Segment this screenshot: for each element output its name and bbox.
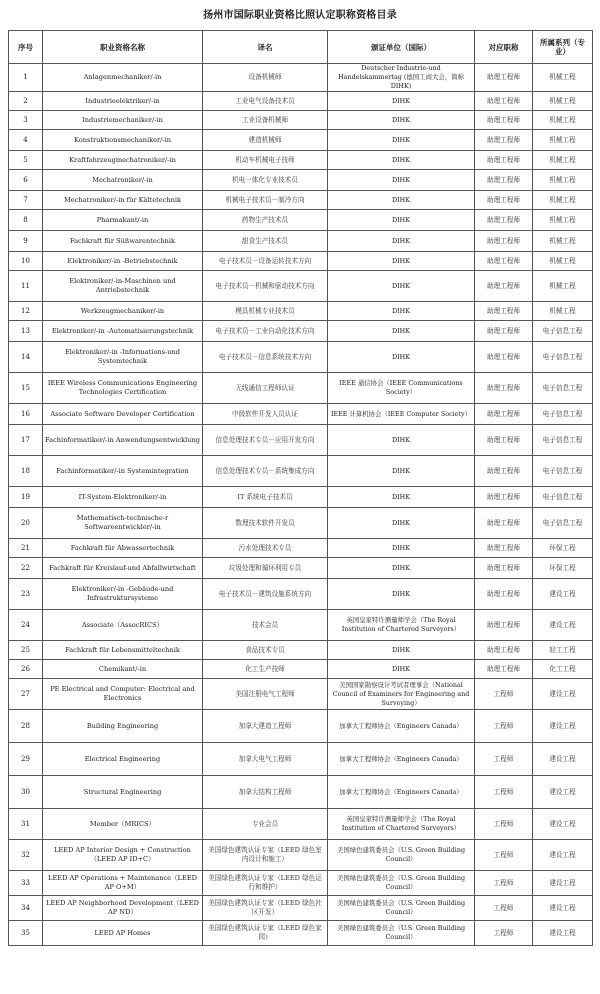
cell-translation: 电子技术员－机械和驱动技术方向 (203, 271, 328, 302)
cell-title-level: 助理工程师 (475, 425, 533, 456)
cell-translation: 工业设备机械师 (203, 111, 328, 130)
table-row (9, 252, 593, 271)
cell-series: 建设工程 (533, 743, 593, 776)
cell-no: 5 (9, 151, 43, 170)
cell-title-level: 助理工程师 (475, 641, 533, 660)
header-translation: 译名 (203, 31, 328, 64)
header-name: 职业资格名称 (43, 31, 203, 64)
cell-issuer: DIHK (328, 641, 475, 660)
cell-name: LEED AP Operations + Maintenance（LEED AP O+M） (43, 871, 203, 896)
cell-name: Member（MRICS） (43, 809, 203, 840)
cell-no: 20 (9, 508, 43, 539)
cell-series: 电子信息工程 (533, 456, 593, 487)
cell-title-level: 助理工程师 (475, 64, 533, 92)
cell-title-level: 工程师 (475, 871, 533, 896)
cell-series: 机械工程 (533, 191, 593, 210)
table-row (9, 210, 593, 231)
cell-issuer: DIHK (328, 130, 475, 151)
cell-translation: IT 系统电子技术员 (203, 487, 328, 508)
cell-title-level: 助理工程师 (475, 487, 533, 508)
cell-name: IEEE Wireless Communications Engineering Technologies Certification (43, 373, 203, 404)
cell-issuer: DIHK (328, 456, 475, 487)
cell-title-level: 助理工程师 (475, 210, 533, 231)
cell-no: 3 (9, 111, 43, 130)
table-row (9, 743, 593, 776)
cell-series: 机械工程 (533, 130, 593, 151)
cell-name: Kraftfahrzeugmechatroniker/-in (43, 151, 203, 170)
cell-series: 建设工程 (533, 710, 593, 743)
cell-title-level: 助理工程师 (475, 321, 533, 342)
cell-translation: 加拿大电气工程师 (203, 743, 328, 776)
cell-series: 机械工程 (533, 302, 593, 321)
cell-series: 机械工程 (533, 92, 593, 111)
cell-title-level: 工程师 (475, 679, 533, 710)
cell-series: 环保工程 (533, 558, 593, 579)
cell-no: 16 (9, 404, 43, 425)
cell-no: 14 (9, 342, 43, 373)
table-row (9, 151, 593, 170)
cell-no: 10 (9, 252, 43, 271)
cell-translation: 建造机械师 (203, 130, 328, 151)
cell-title-level: 助理工程师 (475, 539, 533, 558)
cell-title-level: 助理工程师 (475, 170, 533, 191)
table-row (9, 404, 593, 425)
table-row (9, 641, 593, 660)
cell-series: 建设工程 (533, 579, 593, 610)
cell-translation: 机电一体化专业技术员 (203, 170, 328, 191)
cell-series: 建设工程 (533, 840, 593, 871)
cell-name: LEED AP Interior Design + Construction（LEED AP ID+C） (43, 840, 203, 871)
cell-translation: 化工生产技师 (203, 660, 328, 679)
cell-translation: 美国绿色建筑认证专家（LEED 绿色运行和维护） (203, 871, 328, 896)
cell-name: Structural Engineering (43, 776, 203, 809)
header-title-level: 对应职称 (475, 31, 533, 64)
cell-title-level: 助理工程师 (475, 111, 533, 130)
table-row (9, 776, 593, 809)
cell-no: 8 (9, 210, 43, 231)
cell-translation: 电子技术员－建筑设施系统方向 (203, 579, 328, 610)
cell-no: 18 (9, 456, 43, 487)
cell-translation: 药物生产技术员 (203, 210, 328, 231)
cell-name: Fachkraft für Lebensmitteltechnik (43, 641, 203, 660)
cell-issuer: 英国皇家特许测量师学会（The Royal Institution of Chartered Surveyors） (328, 809, 475, 840)
table-row (9, 271, 593, 302)
cell-issuer: IEEE 计算机协会（IEEE Computer Society） (328, 404, 475, 425)
cell-series: 环保工程 (533, 539, 593, 558)
cell-issuer: DIHK (328, 210, 475, 231)
cell-title-level: 工程师 (475, 743, 533, 776)
cell-title-level: 助理工程师 (475, 373, 533, 404)
cell-series: 建设工程 (533, 921, 593, 946)
table-row (9, 321, 593, 342)
cell-issuer: 加拿大工程师协会（Engineers Canada） (328, 710, 475, 743)
cell-issuer: 美国国家勘察设计考试者理事会（National Council of Examiners for Engineering and Surveying） (328, 679, 475, 710)
cell-series: 建设工程 (533, 809, 593, 840)
cell-title-level: 助理工程师 (475, 130, 533, 151)
cell-name: Werkzeugmechaniker/-in (43, 302, 203, 321)
cell-issuer: DIHK (328, 231, 475, 252)
cell-issuer: DIHK (328, 425, 475, 456)
cell-issuer: 英国皇家特许测量师学会（The Royal Institution of Chartered Surveyors） (328, 610, 475, 641)
cell-no: 4 (9, 130, 43, 151)
cell-title-level: 助理工程师 (475, 404, 533, 425)
cell-issuer: 美国绿色建筑委员会（U.S. Green Building Council） (328, 840, 475, 871)
cell-translation: 电子技术员－工业自动化技术方向 (203, 321, 328, 342)
cell-title-level: 助理工程师 (475, 302, 533, 321)
cell-name: Associate（AssocRICS） (43, 610, 203, 641)
cell-title-level: 工程师 (475, 809, 533, 840)
table-row (9, 679, 593, 710)
table-row (9, 539, 593, 558)
cell-no: 15 (9, 373, 43, 404)
cell-no: 27 (9, 679, 43, 710)
cell-no: 26 (9, 660, 43, 679)
cell-translation: 电子技术员－设备运转技术方向 (203, 252, 328, 271)
cell-title-level: 工程师 (475, 921, 533, 946)
cell-no: 9 (9, 231, 43, 252)
cell-translation: 垃圾处理和循环利用专员 (203, 558, 328, 579)
table-row (9, 579, 593, 610)
cell-series: 机械工程 (533, 231, 593, 252)
cell-title-level: 助理工程师 (475, 151, 533, 170)
cell-translation: 美国绿色建筑认证专家（LEED 绿色室内设计和施工） (203, 840, 328, 871)
cell-title-level: 助理工程师 (475, 252, 533, 271)
cell-name: Fachkraft für Abwassertechnik (43, 539, 203, 558)
cell-name: Pharmakant/-in (43, 210, 203, 231)
table-row (9, 92, 593, 111)
cell-series: 机械工程 (533, 64, 593, 92)
cell-translation: 专业会员 (203, 809, 328, 840)
cell-no: 13 (9, 321, 43, 342)
cell-translation: 加拿大建造工程师 (203, 710, 328, 743)
page-title: 扬州市国际职业资格比照认定职称资格目录 (203, 10, 397, 21)
cell-title-level: 助理工程师 (475, 579, 533, 610)
cell-issuer: DIHK (328, 579, 475, 610)
cell-title-level: 助理工程师 (475, 191, 533, 210)
cell-series: 建设工程 (533, 871, 593, 896)
table-row (9, 508, 593, 539)
table-row (9, 809, 593, 840)
cell-translation: 设备机械师 (203, 64, 328, 92)
cell-name: Chemikant/-in (43, 660, 203, 679)
table-row (9, 558, 593, 579)
cell-name: PE Electrical and Computer: Electrical and Electronics (43, 679, 203, 710)
cell-translation: 技术会员 (203, 610, 328, 641)
cell-name: LEED AP Neighborhood Development（LEED AP ND） (43, 896, 203, 921)
cell-issuer: 加拿大工程师协会（Engineers Canada） (328, 776, 475, 809)
cell-name: Mechatroniker/-in (43, 170, 203, 191)
table-row (9, 610, 593, 641)
cell-translation: 食品技术专员 (203, 641, 328, 660)
table-row (9, 64, 593, 92)
cell-name: Associate Software Developer Certification (43, 404, 203, 425)
header-series: 所属系列（专业） (533, 31, 593, 64)
cell-translation: 加拿大结构工程师 (203, 776, 328, 809)
cell-issuer: DIHK (328, 539, 475, 558)
cell-issuer: DIHK (328, 321, 475, 342)
cell-translation: 电子技术员－信息系统技术方向 (203, 342, 328, 373)
cell-name: Building Engineering (43, 710, 203, 743)
cell-issuer: IEEE 通信协会（IEEE Communications Society） (328, 373, 475, 404)
cell-issuer: DIHK (328, 111, 475, 130)
header-no: 序号 (9, 31, 43, 64)
cell-no: 17 (9, 425, 43, 456)
cell-issuer: 加拿大工程师协会（Engineers Canada） (328, 743, 475, 776)
cell-name: Elektroniker/-in -Informations-und Systemtechnik (43, 342, 203, 373)
cell-name: Elektroniker/-in-Maschinen und Antriebstechnik (43, 271, 203, 302)
cell-no: 23 (9, 579, 43, 610)
cell-name: Industriemechaniker/-in (43, 111, 203, 130)
cell-series: 电子信息工程 (533, 404, 593, 425)
cell-no: 32 (9, 840, 43, 871)
table-row (9, 130, 593, 151)
cell-series: 电子信息工程 (533, 508, 593, 539)
cell-translation: 美国注册电气工程师 (203, 679, 328, 710)
cell-name: Industrieelektriker/-in (43, 92, 203, 111)
cell-title-level: 工程师 (475, 896, 533, 921)
cell-series: 电子信息工程 (533, 342, 593, 373)
cell-no: 25 (9, 641, 43, 660)
cell-title-level: 工程师 (475, 776, 533, 809)
cell-series: 机械工程 (533, 271, 593, 302)
table-row (9, 425, 593, 456)
cell-title-level: 助理工程师 (475, 342, 533, 373)
cell-title-level: 助理工程师 (475, 271, 533, 302)
cell-issuer: DIHK (328, 660, 475, 679)
cell-series: 机械工程 (533, 170, 593, 191)
cell-issuer: 美国绿色建筑委员会（U.S. Green Building Council） (328, 896, 475, 921)
cell-translation: 工业电气设备技术员 (203, 92, 328, 111)
cell-series: 电子信息工程 (533, 487, 593, 508)
cell-translation: 污水处理技术专员 (203, 539, 328, 558)
cell-no: 11 (9, 271, 43, 302)
cell-name: Fachinformatiker/-in Anwendungsentwicklung (43, 425, 203, 456)
cell-no: 12 (9, 302, 43, 321)
table-row (9, 373, 593, 404)
cell-issuer: DIHK (328, 151, 475, 170)
cell-series: 轻工工程 (533, 641, 593, 660)
cell-translation: 数理技术软件开发员 (203, 508, 328, 539)
cell-no: 29 (9, 743, 43, 776)
table-row (9, 170, 593, 191)
cell-issuer: DIHK (328, 558, 475, 579)
cell-issuer: DIHK (328, 302, 475, 321)
cell-name: Anlagenmechaniker/-in (43, 64, 203, 92)
header-row (9, 31, 593, 64)
cell-series: 机械工程 (533, 111, 593, 130)
cell-no: 33 (9, 871, 43, 896)
cell-series: 建设工程 (533, 896, 593, 921)
cell-name: Elektroniker/-in -Gebäude-und Infrastruktursysteme (43, 579, 203, 610)
cell-title-level: 工程师 (475, 840, 533, 871)
table-row (9, 871, 593, 896)
qualification-table (8, 30, 593, 946)
cell-name: Elektroniker/-in -Automatisierungstechnik (43, 321, 203, 342)
cell-translation: 中级软件开发人员认证 (203, 404, 328, 425)
cell-name: Fachkraft für Kreislauf-und Abfallwirtschaft (43, 558, 203, 579)
cell-no: 34 (9, 896, 43, 921)
cell-no: 31 (9, 809, 43, 840)
cell-issuer: DIHK (328, 170, 475, 191)
cell-no: 2 (9, 92, 43, 111)
table-row (9, 456, 593, 487)
cell-name: Mechatroniker/-in für Kältetechnik (43, 191, 203, 210)
cell-no: 22 (9, 558, 43, 579)
cell-no: 21 (9, 539, 43, 558)
cell-series: 化工工程 (533, 660, 593, 679)
cell-name: Elektroniker/-in -Betriebstechnik (43, 252, 203, 271)
table-row (9, 111, 593, 130)
cell-issuer: DIHK (328, 92, 475, 111)
cell-issuer: DIHK (328, 191, 475, 210)
cell-title-level: 助理工程师 (475, 660, 533, 679)
cell-no: 19 (9, 487, 43, 508)
cell-issuer: DIHK (328, 252, 475, 271)
cell-name: Mathematisch-technische-r Softwareentwickler/-in (43, 508, 203, 539)
cell-title-level: 助理工程师 (475, 456, 533, 487)
cell-translation: 无线通信工程师认证 (203, 373, 328, 404)
cell-no: 35 (9, 921, 43, 946)
cell-title-level: 助理工程师 (475, 92, 533, 111)
cell-issuer: DIHK (328, 271, 475, 302)
cell-series: 建设工程 (533, 610, 593, 641)
cell-translation: 信息处理技术专员－系统集成方向 (203, 456, 328, 487)
table-row (9, 342, 593, 373)
cell-no: 28 (9, 710, 43, 743)
cell-no: 6 (9, 170, 43, 191)
cell-title-level: 助理工程师 (475, 558, 533, 579)
cell-issuer: 美国绿色建筑委员会（U.S. Green Building Council） (328, 921, 475, 946)
table-row (9, 660, 593, 679)
cell-series: 机械工程 (533, 252, 593, 271)
cell-translation: 美国绿色建筑认证专家（LEED 绿色社区开发） (203, 896, 328, 921)
cell-series: 电子信息工程 (533, 373, 593, 404)
cell-name: IT-System-Elektroniker/-in (43, 487, 203, 508)
cell-series: 机械工程 (533, 210, 593, 231)
table-row (9, 840, 593, 871)
table-row (9, 896, 593, 921)
cell-series: 电子信息工程 (533, 425, 593, 456)
cell-name: Konstruktionsmechaniker/-in (43, 130, 203, 151)
cell-title-level: 工程师 (475, 710, 533, 743)
cell-name: Fachkraft für Süßwarentechnik (43, 231, 203, 252)
cell-series: 电子信息工程 (533, 321, 593, 342)
cell-translation: 美国绿色建筑认证专家（LEED 绿色家园） (203, 921, 328, 946)
cell-translation: 信息处理技术专员－应用开发方向 (203, 425, 328, 456)
cell-no: 24 (9, 610, 43, 641)
header-issuer: 颁证单位（国际） (328, 31, 475, 64)
cell-issuer: DIHK (328, 487, 475, 508)
cell-name: Electrical Engineering (43, 743, 203, 776)
cell-issuer: 美国绿色建筑委员会（U.S. Green Building Council） (328, 871, 475, 896)
cell-translation: 机动车机械电子技师 (203, 151, 328, 170)
cell-translation: 甜食生产技术员 (203, 231, 328, 252)
table-row (9, 231, 593, 252)
cell-series: 建设工程 (533, 679, 593, 710)
cell-series: 建设工程 (533, 776, 593, 809)
cell-series: 机械工程 (533, 151, 593, 170)
cell-no: 1 (9, 64, 43, 92)
table-row (9, 302, 593, 321)
cell-translation: 模具机械专业技术员 (203, 302, 328, 321)
cell-name: LEED AP Homes (43, 921, 203, 946)
cell-issuer: DIHK (328, 342, 475, 373)
cell-no: 7 (9, 191, 43, 210)
cell-title-level: 助理工程师 (475, 610, 533, 641)
table-row (9, 710, 593, 743)
table-row (9, 487, 593, 508)
cell-title-level: 助理工程师 (475, 231, 533, 252)
cell-translation: 机械电子技术员－制冷方向 (203, 191, 328, 210)
cell-issuer: Deutscher Industrie-und Handelskammertag (德国工商大会，简称 DIHK) (328, 64, 475, 92)
cell-title-level: 助理工程师 (475, 508, 533, 539)
cell-name: Fachinformatiker/-in Systemintegration (43, 456, 203, 487)
table-row (9, 191, 593, 210)
table-row (9, 921, 593, 946)
cell-no: 30 (9, 776, 43, 809)
cell-issuer: DIHK (328, 508, 475, 539)
